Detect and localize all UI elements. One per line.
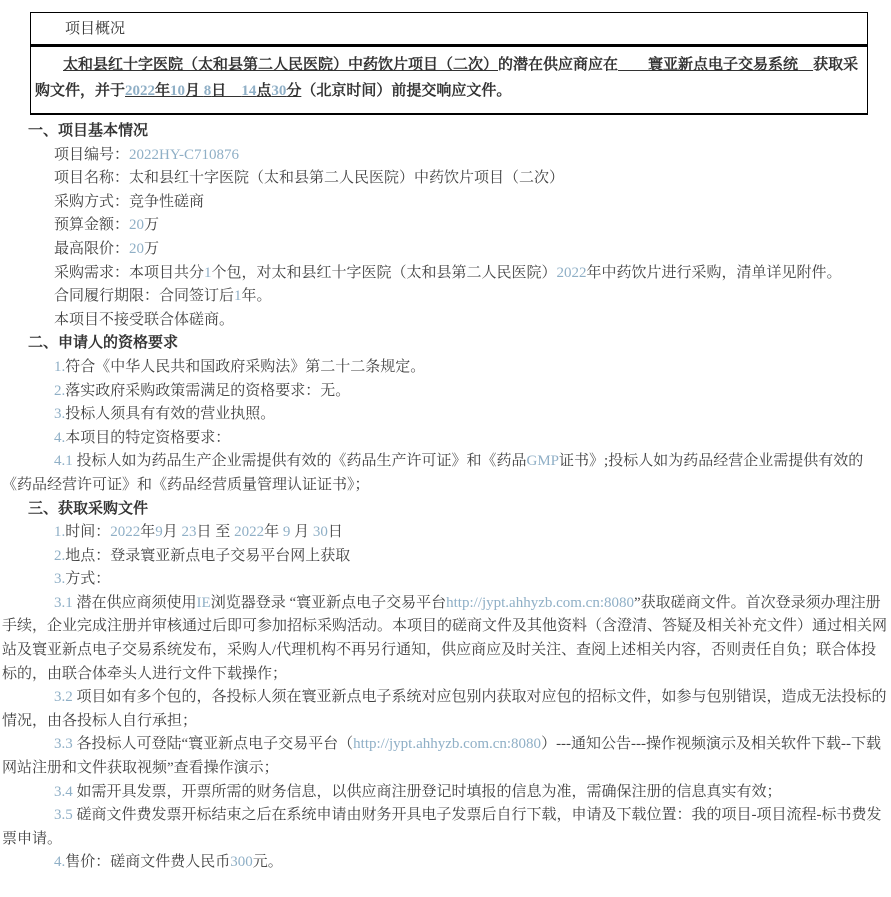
para-req-4-1: 4.1 投标人如为药品生产企业需提供有效的《药品生产许可证》和《药品GMP证书》;投标人如为药品经营企业需提供有效的《药品经营许可证》和《药品经营质量管理认证证书》； [2, 453, 864, 493]
para-method-3-5: 3.5 磋商文件费发票开标结束之后在系统申请由财务开具电子发票后自行下载，申请及下载位置：我的项目-项目流程-标书费发票申请。 [2, 807, 882, 847]
overview-intro [31, 47, 867, 113]
section-qualification [2, 332, 887, 497]
intro-project-name: 太和县红十字医院（太和县第二人民医院）中药饮片项目（二次） [63, 57, 499, 73]
section-heading-obtain-documents: 三、获取采购文件 [28, 500, 149, 517]
para-procurement-method: 采购方式：竞争性磋商 [54, 193, 205, 210]
intro-mid-text: 的潜在供应商应在 [498, 57, 619, 73]
para-req-4: 4.本项目的特定资格要求： [54, 429, 231, 446]
para-contract-term: 合同履行期限：合同签订后1年。 [54, 288, 272, 305]
intro-tail: （北京时间）前提交响应文件。 [301, 83, 512, 99]
para-project-name: 项目名称：太和县红十字医院（太和县第二人民医院）中药饮片项目（二次） [54, 170, 565, 187]
para-req-3: 3.投标人须具有有效的营业执照。 [54, 406, 276, 423]
procurement-notice-document [0, 12, 891, 875]
para-project-number: 项目编号：2022HY-C710876 [54, 146, 240, 163]
para-method-3-2: 3.2 项目如有多个包的，各投标人须在寰亚新点电子系统对应包别内获取对应包的招标文件，如参与包别错误，造成无法投标的情况，由各投标人自行承担； [2, 689, 887, 729]
overview-title: 项目概况 [31, 13, 867, 47]
para-price: 4.售价：磋商文件费人民币300元。 [54, 854, 283, 871]
para-location: 2.地点：登录寰亚新点电子交易平台网上获取 [54, 547, 351, 564]
section-basic-info [2, 120, 887, 332]
para-method-3-4: 3.4 如需开具发票，开票所需的财务信息，以供应商注册登记时填报的信息为准，需确保注册的信息真实有效； [54, 783, 782, 800]
para-procurement-demand: 采购需求：本项目共分1个包，对太和县红十字医院（太和县第二人民医院）2022年中药饮片进行采购，清单详见附件。 [54, 264, 842, 281]
section-obtain-documents [2, 498, 887, 876]
intro-deadline: 2022年10月 8日 14点30分 [125, 83, 302, 99]
document-body [0, 115, 891, 875]
para-budget: 预算金额：20万 [54, 217, 160, 234]
para-time: 1.时间：2022年9月 23日 至 2022年 9 月 30日 [54, 524, 343, 541]
section-heading-basic-info: 一、项目基本情况 [28, 123, 149, 139]
intro-blank-2 [798, 57, 813, 73]
para-no-consortium: 本项目不接受联合体磋商。 [54, 311, 235, 328]
para-method-3-3: 3.3 各投标人可登陆“寰亚新点电子交易平台（http://jypt.ahhyzb.com.cn:8080）---通知公告---操作视频演示及相关软件下载--下载网站注册和文件获取视频”查看操作演示； [2, 736, 882, 777]
intro-after-platform: 获取采购文件，并于 [35, 57, 859, 99]
section-heading-qualification: 二、申请人的资格要求 [28, 335, 179, 352]
para-method: 3.方式： [54, 571, 111, 588]
para-req-1: 1.符合《中华人民共和国政府采购法》第二十二条规定。 [54, 358, 426, 375]
para-req-2: 2.落实政府采购政策需满足的资格要求：无。 [54, 382, 351, 399]
overview-box [30, 12, 868, 115]
para-method-3-1: 3.1 潜在供应商须使用IE浏览器登录 “寰亚新点电子交易平台http://jypt.ahhyzb.com.cn:8080”获取磋商文件。首次登录须办理注册手续，企业完成注册并审核通过后即可参加招标采购活动。本项目的磋商文件及其他资料（含澄清、答疑及相关补充文件）通过相关网站及寰亚新点电子交易系统发布，采购人/代理机构不再另行通知，供应商应及时关注、查阅上述相关内容，否则责任自负；联合体投标的，由联合体牵头人进行文件下载操作； [2, 594, 888, 682]
para-max-price: 最高限价：20万 [54, 240, 160, 257]
intro-platform-name: 寰亚新点电子交易系统 [648, 57, 799, 73]
intro-blank-1 [618, 57, 648, 73]
